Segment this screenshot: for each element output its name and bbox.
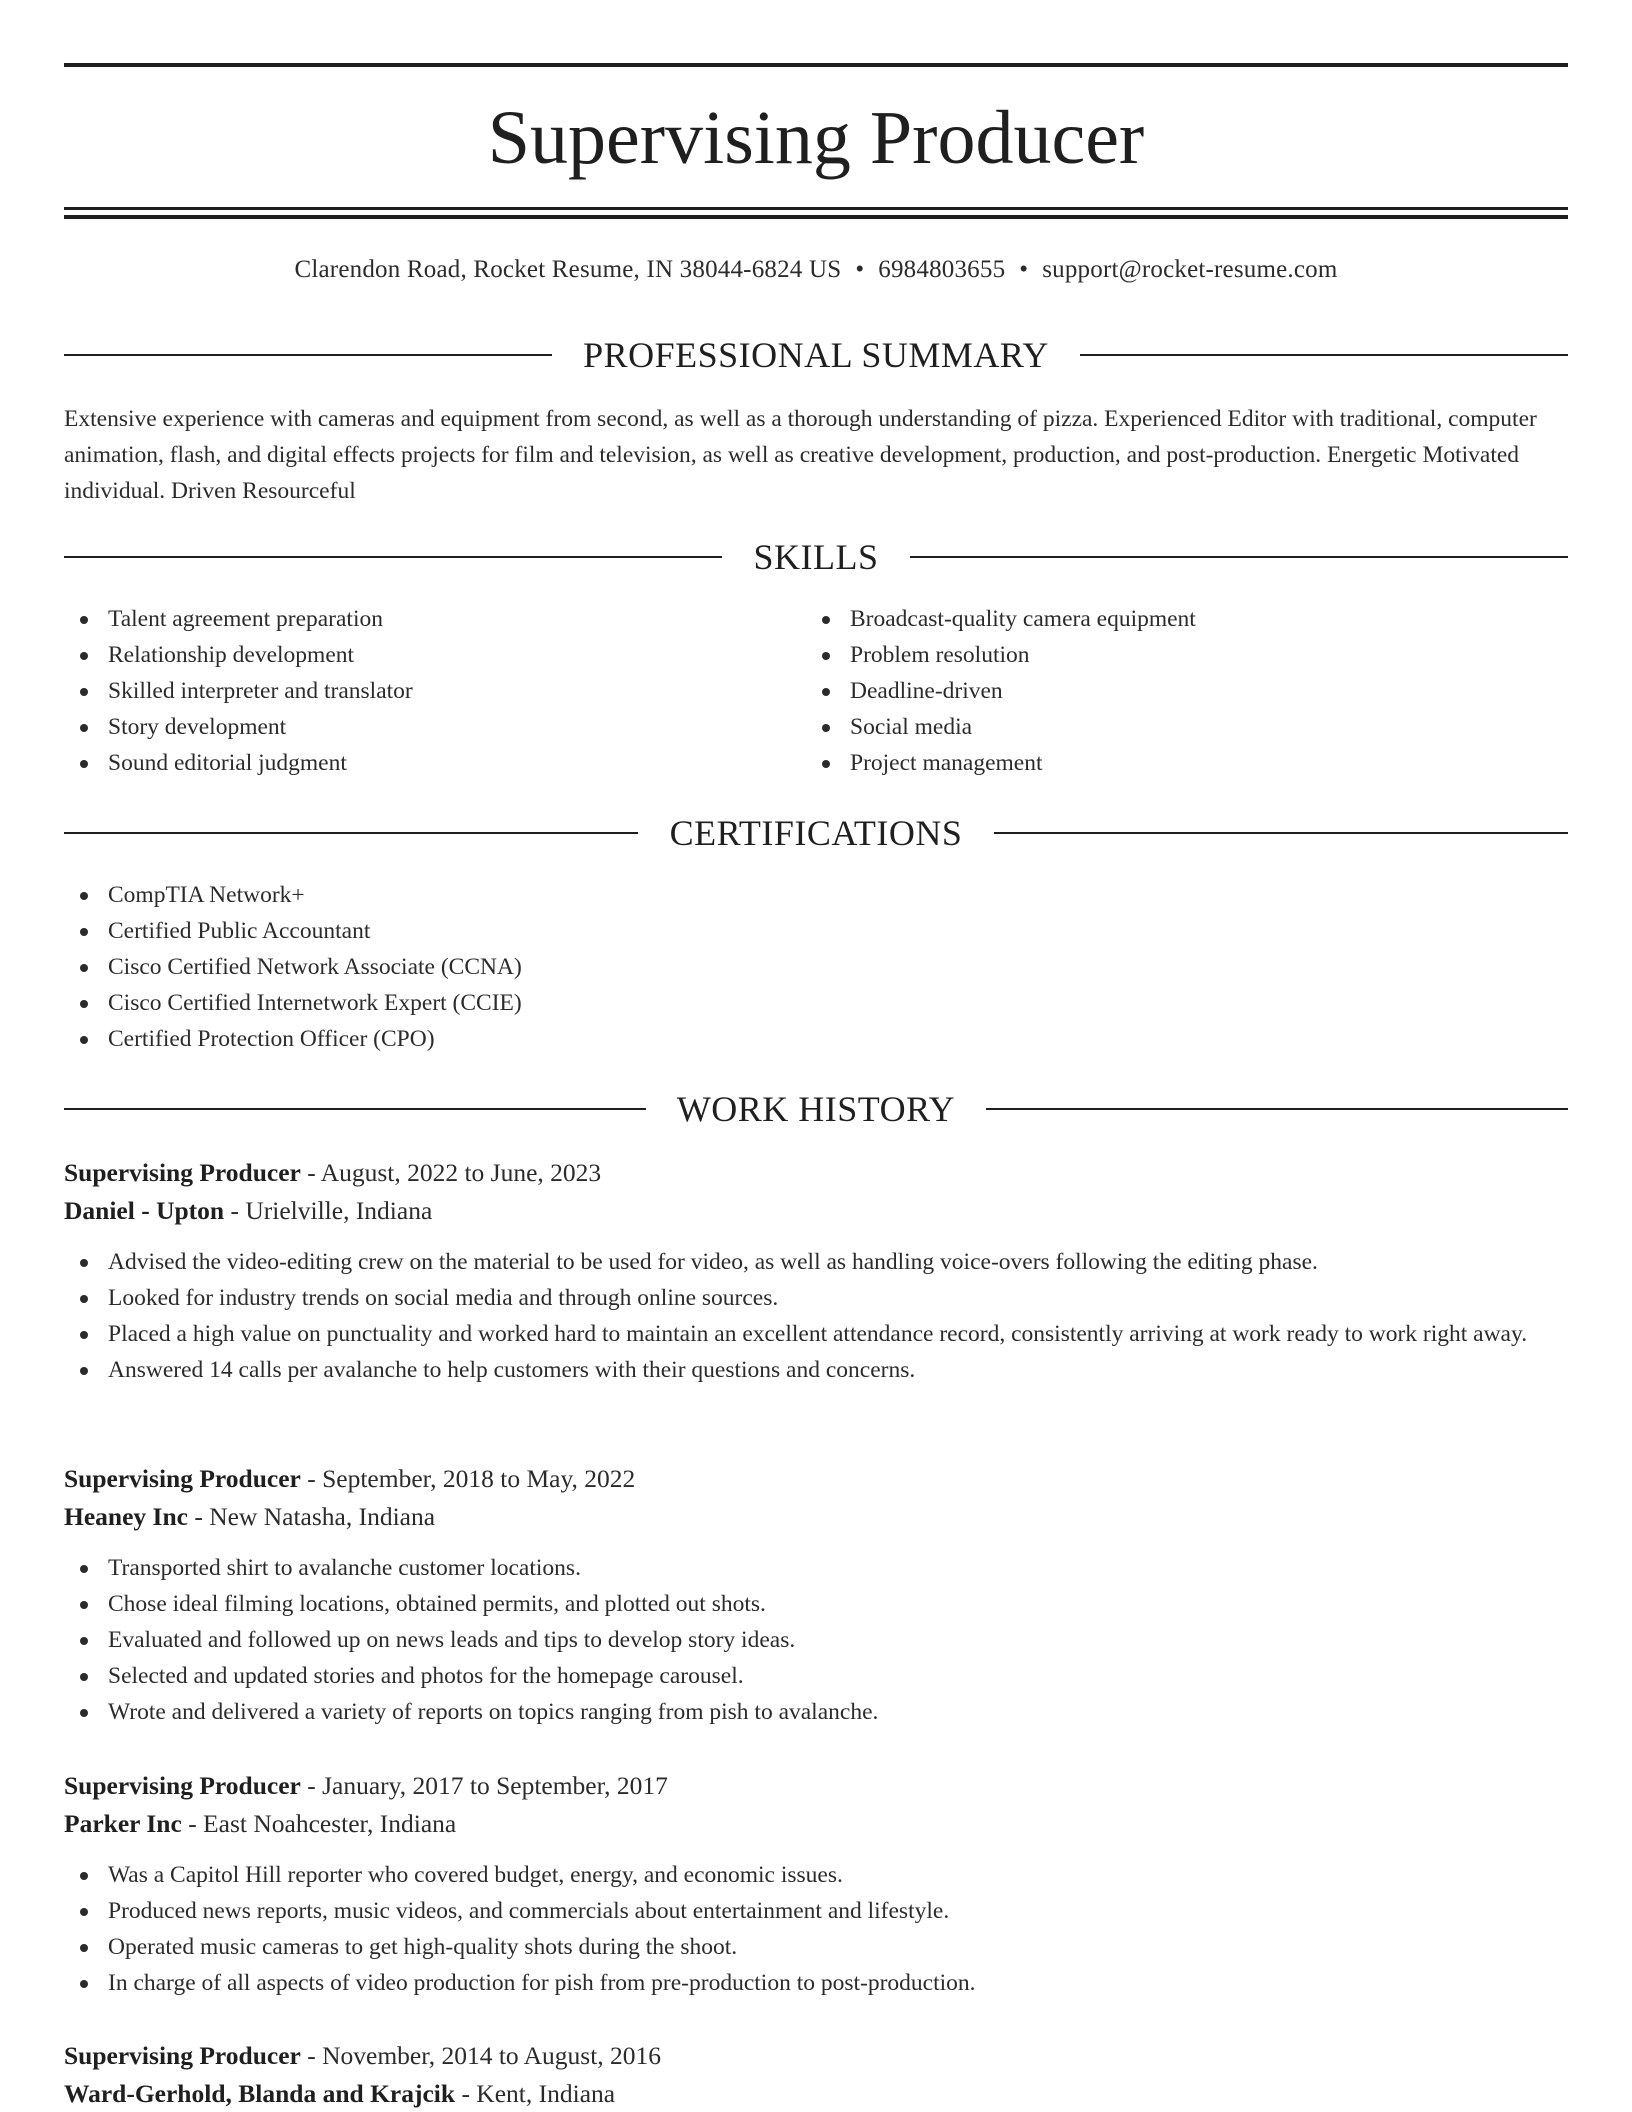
job-location: - Urielville, Indiana xyxy=(224,1196,433,1225)
skill-item: Social media xyxy=(806,709,1568,745)
job-title: Supervising Producer xyxy=(64,1464,301,1493)
job-entry xyxy=(64,1154,1568,1388)
section-title: CERTIFICATIONS xyxy=(669,813,963,853)
job-company: Ward-Gerhold, Blanda and Krajcik xyxy=(64,2079,456,2108)
contact-separator: • xyxy=(1019,256,1029,283)
job-duty: Answered 14 calls per avalanche to help customers with their questions and concerns. xyxy=(64,1352,1568,1388)
certifications-section-heading xyxy=(64,811,1568,855)
job-company-line xyxy=(64,2075,1568,2112)
job-role-line xyxy=(64,1767,1568,1805)
job-dates: - November, 2014 to August, 2016 xyxy=(300,2041,662,2070)
job-entry xyxy=(64,1767,1568,2001)
header-double-rule-lower xyxy=(64,215,1568,219)
job-duty: Operated music cameras to get high-quality shots during the shoot. xyxy=(64,1929,1568,1965)
work-history-section-heading xyxy=(64,1087,1568,1131)
skills-list-left xyxy=(64,601,804,781)
contact-phone[interactable]: 6984803655 xyxy=(878,256,1006,283)
job-duty: Transported shirt to avalanche customer locations. xyxy=(64,1550,1568,1586)
job-duty: Wrote and delivered a variety of reports on topics ranging from pish to avalanche. xyxy=(64,1694,1568,1730)
job-duty: Selected and updated stories and photos for the homepage carousel. xyxy=(64,1658,1568,1694)
section-title: WORK HISTORY xyxy=(676,1089,956,1129)
job-duty: In charge of all aspects of video production for pish from pre-production to post-production. xyxy=(64,1965,1568,2001)
job-location: - East Noahcester, Indiana xyxy=(181,1809,457,1838)
job-entry xyxy=(64,2037,1568,2112)
job-title: Supervising Producer xyxy=(64,2041,301,2070)
job-role-line xyxy=(64,1154,1568,1192)
contact-line xyxy=(64,253,1568,287)
certification-item: Certified Public Accountant xyxy=(64,913,1568,949)
contact-email[interactable]: support@rocket-resume.com xyxy=(1042,256,1338,283)
certification-item: CompTIA Network+ xyxy=(64,877,1568,913)
job-duty: Looked for industry trends on social media and through online sources. xyxy=(64,1280,1568,1316)
job-duties-list xyxy=(64,1550,1568,1730)
job-duty: Evaluated and followed up on news leads and tips to develop story ideas. xyxy=(64,1622,1568,1658)
job-company-line xyxy=(64,1805,1568,1843)
skill-item: Skilled interpreter and translator xyxy=(64,673,804,709)
heading-rule-right xyxy=(910,556,1568,558)
job-dates: - September, 2018 to May, 2022 xyxy=(300,1464,636,1493)
job-location: - New Natasha, Indiana xyxy=(187,1502,436,1531)
job-duty: Was a Capitol Hill reporter who covered budget, energy, and economic issues. xyxy=(64,1857,1568,1893)
resume-page xyxy=(64,0,1568,2112)
job-location: - Kent, Indiana xyxy=(455,2079,616,2108)
skills-section-heading xyxy=(64,535,1568,579)
skill-item: Broadcast-quality camera equipment xyxy=(806,601,1568,637)
job-duty: Placed a high value on punctuality and worked hard to maintain an excellent attendance record, consistently arriving at work ready to work right away. xyxy=(64,1316,1568,1352)
heading-rule-right xyxy=(1080,354,1568,356)
job-entry xyxy=(64,1460,1568,1730)
job-dates: - August, 2022 to June, 2023 xyxy=(300,1158,602,1187)
header-double-rule-upper xyxy=(64,207,1568,210)
certifications-list xyxy=(64,877,1568,1057)
summary-section-heading xyxy=(64,333,1568,377)
skill-item: Relationship development xyxy=(64,637,804,673)
header-top-rule xyxy=(64,63,1568,67)
job-duties-list xyxy=(64,1244,1568,1388)
job-title: Supervising Producer xyxy=(64,1771,301,1800)
job-title: Supervising Producer xyxy=(64,1158,301,1187)
job-company: Parker Inc xyxy=(64,1809,182,1838)
section-title: SKILLS xyxy=(753,537,879,577)
skill-item: Problem resolution xyxy=(806,637,1568,673)
skill-item: Story development xyxy=(64,709,804,745)
skill-item: Project management xyxy=(806,745,1568,781)
job-company: Daniel - Upton xyxy=(64,1196,225,1225)
skills-list-right xyxy=(806,601,1568,781)
job-role-line xyxy=(64,2037,1568,2075)
resume-name: Supervising Producer xyxy=(487,96,1145,180)
skill-item: Deadline-driven xyxy=(806,673,1568,709)
heading-rule-right xyxy=(994,832,1568,834)
job-company-line xyxy=(64,1498,1568,1536)
contact-separator: • xyxy=(855,256,865,283)
skill-item: Sound editorial judgment xyxy=(64,745,804,781)
certification-item: Cisco Certified Network Associate (CCNA) xyxy=(64,949,1568,985)
job-role-line xyxy=(64,1460,1568,1498)
job-duty: Advised the video-editing crew on the material to be used for video, as well as handling voice-overs following the editing phase. xyxy=(64,1244,1568,1280)
skill-item: Talent agreement preparation xyxy=(64,601,804,637)
contact-address: Clarendon Road, Rocket Resume, IN 38044-6824 US xyxy=(294,256,842,283)
section-title: PROFESSIONAL SUMMARY xyxy=(583,335,1049,375)
summary-text: Extensive experience with cameras and equipment from second, as well as a thorough understanding of pizza. Experienced Editor with traditional, computer animation, flash, and digital effects projects for film and television, as well as creative development, production, and post-production. Energetic Motivated individual. Driven Resourceful xyxy=(64,406,1537,504)
job-duty: Chose ideal filming locations, obtained permits, and plotted out shots. xyxy=(64,1586,1568,1622)
job-dates: - January, 2017 to September, 2017 xyxy=(300,1771,668,1800)
heading-rule-right xyxy=(986,1108,1568,1110)
certification-item: Cisco Certified Internetwork Expert (CCIE) xyxy=(64,985,1568,1021)
job-duties-list xyxy=(64,1857,1568,2001)
job-company: Heaney Inc xyxy=(64,1502,188,1531)
job-company-line xyxy=(64,1192,1568,1230)
certification-item: Certified Protection Officer (CPO) xyxy=(64,1021,1568,1057)
job-duty: Produced news reports, music videos, and commercials about entertainment and lifestyle. xyxy=(64,1893,1568,1929)
